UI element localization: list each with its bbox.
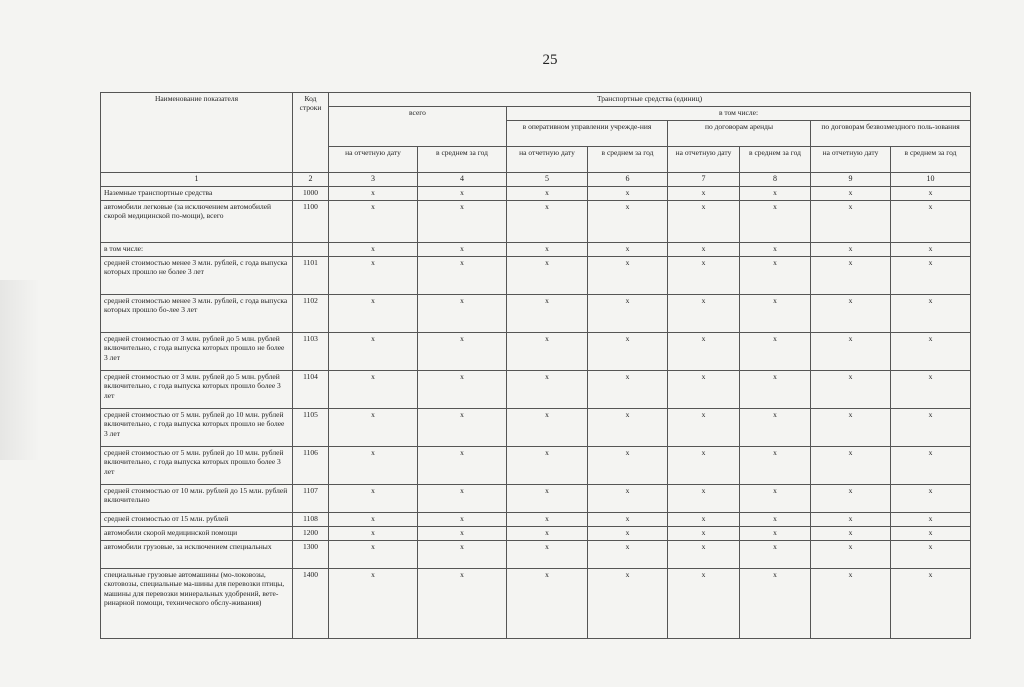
header-on-date: на отчетную дату: [329, 147, 418, 173]
column-number: 4: [418, 173, 507, 187]
value-cell: x: [668, 187, 740, 201]
value-cell: x: [418, 187, 507, 201]
column-number: 6: [588, 173, 668, 187]
value-cell: x: [588, 201, 668, 243]
table-row: [101, 541, 971, 569]
value-cell: x: [668, 527, 740, 541]
indicator-name: Наземные транспортные средства: [101, 187, 293, 201]
value-cell: x: [668, 333, 740, 371]
value-cell: x: [588, 257, 668, 295]
value-cell: x: [891, 485, 971, 513]
value-cell: x: [891, 243, 971, 257]
indicator-name: средней стоимостью менее 3 млн. рублей, с года выпуска которых прошло не более 3 лет: [101, 257, 293, 295]
indicator-name: автомобили скорой медицинской помощи: [101, 527, 293, 541]
header-avg-year: в среднем за год: [588, 147, 668, 173]
header-on-date: на отчетную дату: [811, 147, 891, 173]
value-cell: x: [811, 257, 891, 295]
column-number: 7: [668, 173, 740, 187]
value-cell: x: [891, 527, 971, 541]
value-cell: x: [740, 333, 811, 371]
value-cell: x: [740, 447, 811, 485]
value-cell: x: [418, 485, 507, 513]
value-cell: x: [891, 541, 971, 569]
value-cell: x: [740, 371, 811, 409]
value-cell: x: [668, 257, 740, 295]
header-on-date: на отчетную дату: [668, 147, 740, 173]
row-code: 1101: [293, 257, 329, 295]
value-cell: x: [418, 201, 507, 243]
value-cell: x: [891, 569, 971, 639]
value-cell: x: [588, 527, 668, 541]
value-cell: x: [811, 485, 891, 513]
header-free-use: по договорам безвозмездного поль-зования: [811, 121, 971, 147]
value-cell: x: [740, 257, 811, 295]
row-code: 1100: [293, 201, 329, 243]
value-cell: x: [507, 447, 588, 485]
row-code: 1000: [293, 187, 329, 201]
header-including: в том числе:: [507, 107, 971, 121]
indicator-name: средней стоимостью от 3 млн. рублей до 5 млн. рублей включительно, с года выпуска которых прошло не более 3 лет: [101, 333, 293, 371]
column-number: 10: [891, 173, 971, 187]
table-row: [101, 447, 971, 485]
indicator-name: в том числе:: [101, 243, 293, 257]
value-cell: x: [740, 243, 811, 257]
value-cell: x: [891, 201, 971, 243]
value-cell: x: [507, 569, 588, 639]
value-cell: x: [811, 243, 891, 257]
value-cell: x: [329, 485, 418, 513]
value-cell: x: [891, 513, 971, 527]
value-cell: x: [588, 569, 668, 639]
value-cell: x: [740, 409, 811, 447]
value-cell: x: [811, 513, 891, 527]
value-cell: x: [507, 201, 588, 243]
value-cell: x: [588, 243, 668, 257]
value-cell: x: [329, 295, 418, 333]
value-cell: x: [811, 295, 891, 333]
value-cell: x: [668, 243, 740, 257]
value-cell: x: [418, 447, 507, 485]
value-cell: x: [811, 527, 891, 541]
value-cell: x: [588, 371, 668, 409]
value-cell: x: [588, 447, 668, 485]
row-code: 1107: [293, 485, 329, 513]
value-cell: x: [588, 333, 668, 371]
value-cell: x: [891, 447, 971, 485]
row-code: 1104: [293, 371, 329, 409]
value-cell: x: [418, 527, 507, 541]
header-on-date: на отчетную дату: [507, 147, 588, 173]
row-code: 1106: [293, 447, 329, 485]
value-cell: x: [811, 569, 891, 639]
value-cell: x: [811, 371, 891, 409]
value-cell: x: [811, 333, 891, 371]
value-cell: x: [329, 409, 418, 447]
value-cell: x: [740, 187, 811, 201]
value-cell: x: [668, 513, 740, 527]
value-cell: x: [418, 257, 507, 295]
value-cell: x: [668, 485, 740, 513]
indicator-name: средней стоимостью менее 3 млн. рублей, с года выпуска которых прошло бо-лее 3 лет: [101, 295, 293, 333]
value-cell: x: [740, 513, 811, 527]
value-cell: x: [507, 333, 588, 371]
value-cell: x: [329, 333, 418, 371]
value-cell: x: [507, 485, 588, 513]
value-cell: x: [668, 371, 740, 409]
value-cell: x: [740, 569, 811, 639]
indicator-name: средней стоимостью от 3 млн. рублей до 5 млн. рублей включительно, с года выпуска которых прошло более 3 лет: [101, 371, 293, 409]
value-cell: x: [329, 541, 418, 569]
table-row: [101, 201, 971, 243]
table-row: [101, 513, 971, 527]
indicator-name: автомобили легковые (за исключением автомобилей скорой медицинской по-мощи), всего: [101, 201, 293, 243]
header-name: Наименование показателя: [101, 93, 293, 173]
value-cell: x: [668, 409, 740, 447]
row-code: 1102: [293, 295, 329, 333]
indicator-name: специальные грузовые автомашины (мо-локовозы, скотовозы, специальные ма-шины для перевозки птицы, машины для перевозки минеральных удобрений, вете-ринарной помощи, технического обслу-живания): [101, 569, 293, 639]
column-number: 8: [740, 173, 811, 187]
value-cell: x: [329, 201, 418, 243]
value-cell: x: [668, 541, 740, 569]
header-lease: по договорам аренды: [668, 121, 811, 147]
value-cell: x: [588, 409, 668, 447]
header-avg-year: в среднем за год: [740, 147, 811, 173]
table-row: [101, 295, 971, 333]
value-cell: x: [740, 201, 811, 243]
table-row: [101, 187, 971, 201]
page-number: 25: [542, 52, 558, 68]
value-cell: x: [329, 447, 418, 485]
value-cell: x: [329, 527, 418, 541]
value-cell: x: [811, 201, 891, 243]
table-row: [101, 569, 971, 639]
value-cell: x: [329, 257, 418, 295]
value-cell: x: [740, 541, 811, 569]
table-row: [101, 333, 971, 371]
header-avg-year: в среднем за год: [418, 147, 507, 173]
value-cell: x: [588, 187, 668, 201]
value-cell: x: [418, 409, 507, 447]
value-cell: x: [329, 243, 418, 257]
value-cell: x: [418, 513, 507, 527]
column-number: 1: [101, 173, 293, 187]
value-cell: x: [329, 371, 418, 409]
table-row: [101, 485, 971, 513]
value-cell: x: [507, 295, 588, 333]
row-code: [293, 243, 329, 257]
scan-shadow: [0, 280, 40, 460]
value-cell: x: [507, 257, 588, 295]
row-code: 1103: [293, 333, 329, 371]
value-cell: x: [811, 187, 891, 201]
value-cell: x: [891, 257, 971, 295]
value-cell: x: [668, 569, 740, 639]
value-cell: x: [891, 295, 971, 333]
value-cell: x: [418, 333, 507, 371]
column-numbers-row: [101, 173, 971, 187]
value-cell: x: [418, 243, 507, 257]
header-code: Код строки: [293, 93, 329, 173]
table-row: [101, 257, 971, 295]
value-cell: x: [740, 485, 811, 513]
value-cell: x: [891, 333, 971, 371]
value-cell: x: [507, 371, 588, 409]
column-number: 5: [507, 173, 588, 187]
value-cell: x: [588, 485, 668, 513]
value-cell: x: [668, 201, 740, 243]
row-code: 1400: [293, 569, 329, 639]
value-cell: x: [507, 513, 588, 527]
value-cell: x: [507, 527, 588, 541]
value-cell: x: [740, 295, 811, 333]
value-cell: x: [507, 187, 588, 201]
value-cell: x: [418, 371, 507, 409]
indicator-name: средней стоимостью от 10 млн. рублей до 15 млн. рублей включительно: [101, 485, 293, 513]
table-row: [101, 527, 971, 541]
value-cell: x: [418, 569, 507, 639]
value-cell: x: [811, 447, 891, 485]
value-cell: x: [507, 243, 588, 257]
row-code: 1108: [293, 513, 329, 527]
table-row: [101, 409, 971, 447]
column-number: 2: [293, 173, 329, 187]
indicator-name: средней стоимостью от 5 млн. рублей до 10 млн. рублей включительно, с года выпуска которых прошло более 3 лет: [101, 447, 293, 485]
row-code: 1105: [293, 409, 329, 447]
value-cell: x: [811, 541, 891, 569]
table-row: [101, 243, 971, 257]
indicator-name: средней стоимостью от 15 млн. рублей: [101, 513, 293, 527]
row-code: 1300: [293, 541, 329, 569]
indicator-name: средней стоимостью от 5 млн. рублей до 10 млн. рублей включительно, с года выпуска которых прошло не более 3 лет: [101, 409, 293, 447]
value-cell: x: [811, 409, 891, 447]
vehicles-table: [100, 92, 971, 639]
column-number: 9: [811, 173, 891, 187]
value-cell: x: [329, 569, 418, 639]
value-cell: x: [418, 541, 507, 569]
value-cell: x: [588, 513, 668, 527]
header-total: всего: [329, 107, 507, 147]
value-cell: x: [507, 541, 588, 569]
value-cell: x: [588, 295, 668, 333]
value-cell: x: [329, 187, 418, 201]
value-cell: x: [588, 541, 668, 569]
header-vehicles: Транспортные средства (единиц): [329, 93, 971, 107]
table-row: [101, 371, 971, 409]
header-operational: в оперативном управлении учрежде-ния: [507, 121, 668, 147]
value-cell: x: [329, 513, 418, 527]
header-avg-year: в среднем за год: [891, 147, 971, 173]
indicator-name: автомобили грузовые, за исключением специальных: [101, 541, 293, 569]
value-cell: x: [668, 295, 740, 333]
row-code: 1200: [293, 527, 329, 541]
column-number: 3: [329, 173, 418, 187]
value-cell: x: [740, 527, 811, 541]
value-cell: x: [418, 295, 507, 333]
value-cell: x: [507, 409, 588, 447]
value-cell: x: [891, 187, 971, 201]
value-cell: x: [891, 371, 971, 409]
value-cell: x: [668, 447, 740, 485]
value-cell: x: [891, 409, 971, 447]
